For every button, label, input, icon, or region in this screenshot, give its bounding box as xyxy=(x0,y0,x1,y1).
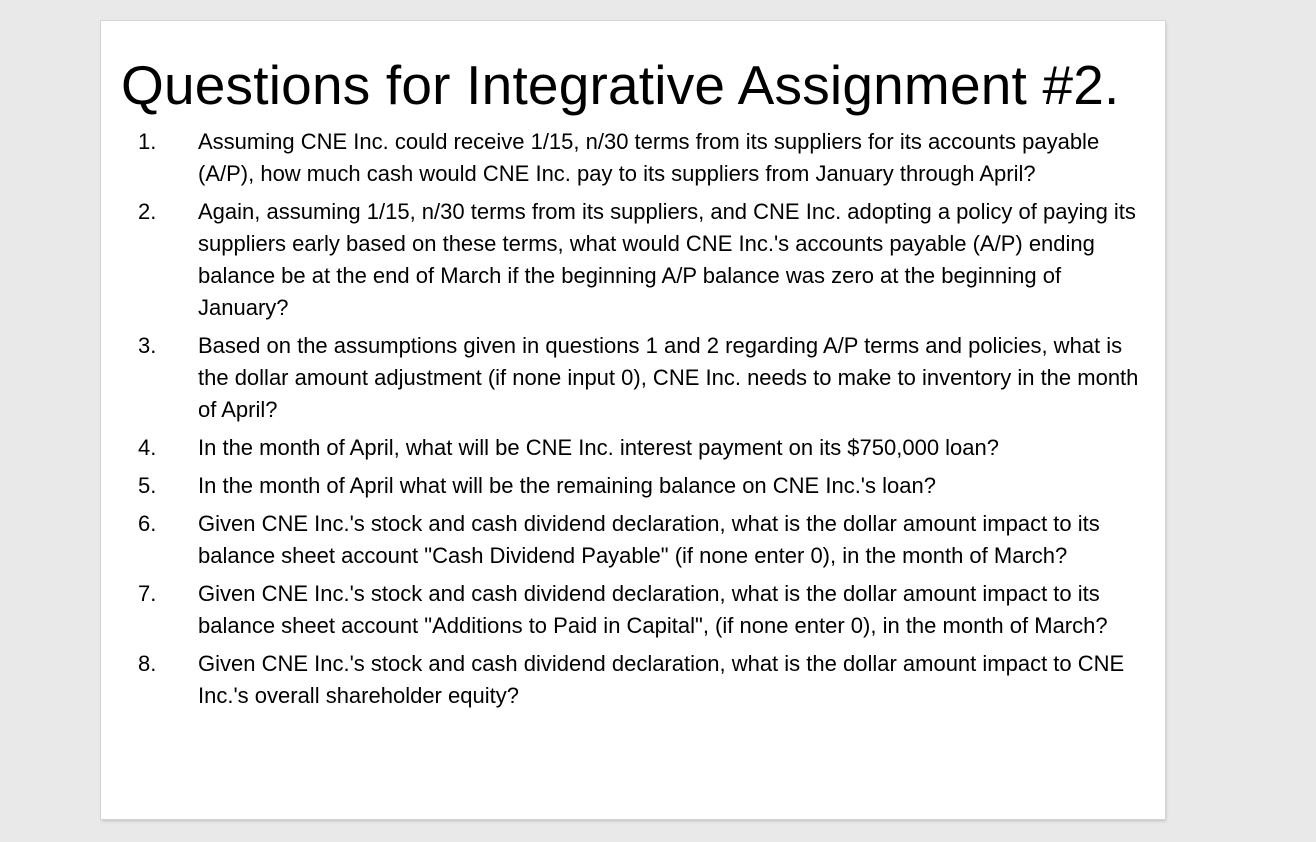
question-text: Assuming CNE Inc. could receive 1/15, n/30 terms from its suppliers for its accounts payable (A/P), how much cash would CNE Inc. pay to its suppliers from January through April? xyxy=(198,129,1100,186)
question-item xyxy=(101,470,1165,502)
question-text: Given CNE Inc.'s stock and cash dividend declaration, what is the dollar amount impact to its balance sheet account "Additions to Paid in Capital", (if none enter 0), in the month of March? xyxy=(198,581,1108,638)
question-number: 1. xyxy=(138,129,157,154)
question-number: 6. xyxy=(138,511,157,536)
question-text: In the month of April what will be the remaining balance on CNE Inc.'s loan? xyxy=(198,473,936,498)
question-text: In the month of April, what will be CNE Inc. interest payment on its $750,000 loan? xyxy=(198,435,1000,460)
question-item xyxy=(101,330,1165,426)
question-list xyxy=(101,126,1165,718)
question-number: 7. xyxy=(138,581,157,606)
question-number: 3. xyxy=(138,333,157,358)
question-number: 8. xyxy=(138,651,157,676)
question-text: Given CNE Inc.'s stock and cash dividend declaration, what is the dollar amount impact to CNE Inc.'s overall shareholder equity? xyxy=(198,651,1125,708)
question-item xyxy=(101,432,1165,464)
question-text: Based on the assumptions given in questions 1 and 2 regarding A/P terms and policies, what is the dollar amount adjustment (if none input 0), CNE Inc. needs to make to inventory in the month of April? xyxy=(198,333,1139,422)
question-item xyxy=(101,126,1165,190)
slide xyxy=(101,21,1165,819)
question-item xyxy=(101,196,1165,324)
slide-title: Questions for Integrative Assignment #2. xyxy=(121,54,1120,116)
question-number: 4. xyxy=(138,435,157,460)
question-number: 2. xyxy=(138,199,157,224)
question-item xyxy=(101,648,1165,712)
question-text: Given CNE Inc.'s stock and cash dividend declaration, what is the dollar amount impact to its balance sheet account "Cash Dividend Payable" (if none enter 0), in the month of March? xyxy=(198,511,1100,568)
question-item xyxy=(101,508,1165,572)
question-text: Again, assuming 1/15, n/30 terms from its suppliers, and CNE Inc. adopting a policy of paying its suppliers early based on these terms, what would CNE Inc.'s accounts payable (A/P) ending balance be at the end of March if the beginning A/P balance was zero at the beginning of January? xyxy=(198,199,1136,320)
question-number: 5. xyxy=(138,473,157,498)
question-item xyxy=(101,578,1165,642)
